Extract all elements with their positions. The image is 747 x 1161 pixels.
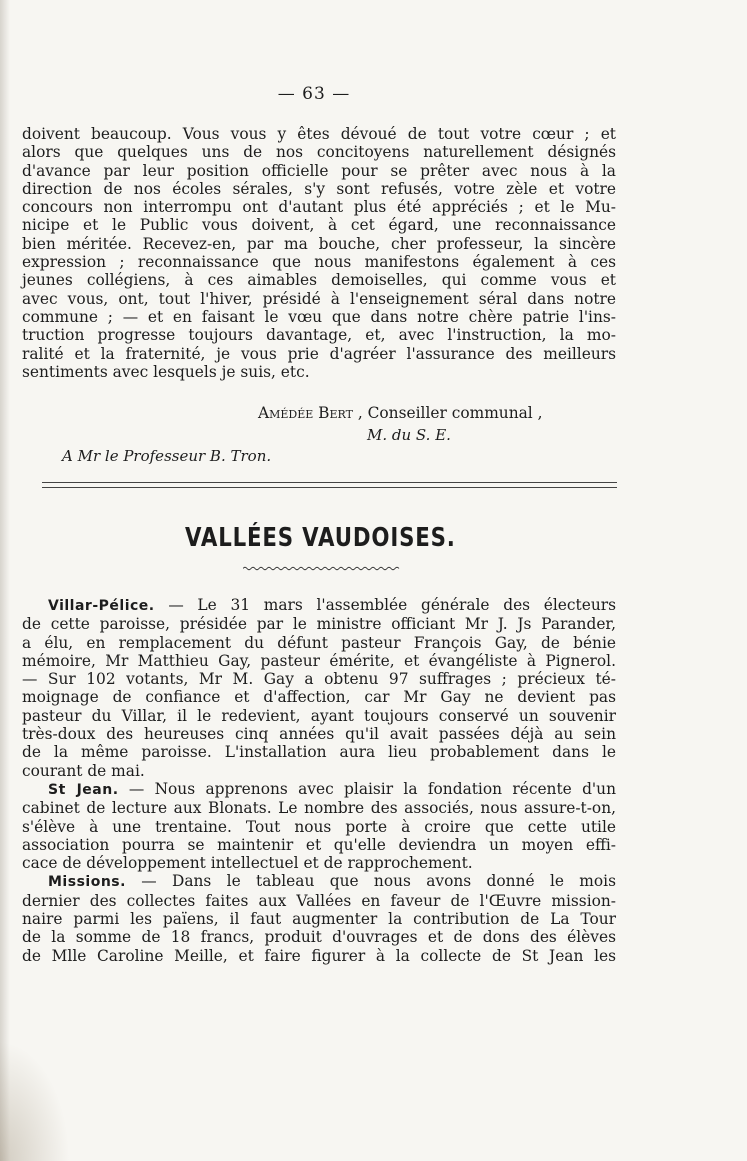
page-edge-shadow [0,0,10,1161]
letter-line: commune ; — et en faisant le vœu que dans notre chère patrie l'ins- [22,307,616,326]
letter-line: direction de nos écoles sérales, s'y sont refusés, votre zèle et votre [22,179,616,198]
news-rubric: Missions. [48,874,126,891]
signature-subtitle: M. du S. E. [367,426,451,444]
letter-line: avec vous, ont, tout l'hiver, présidé à l'enseignement séral dans notre [22,289,616,308]
news-section [22,596,616,965]
signature-line [258,404,543,422]
news-line: très-doux des heureuses cinq années qu'il avait passées déjà au sein [22,725,616,744]
letter-line: expression ; reconnaissance que nous manifestons également à ces [22,253,616,272]
news-line: dernier des collectes faites aux Vallées en faveur de l'Œuvre mission- [22,891,616,910]
news-line: moignage de confiance et d'affection, car Mr Gay ne devient pas [22,688,616,707]
news-line: de la même paroisse. L'installation aura lieu probablement dans le [22,743,616,762]
letter-addressee: A Mr le Professeur B. Tron. [62,447,272,465]
letter-line: nicipe et le Public vous doivent, à cet égard, une reconnaissance [22,216,616,235]
news-line: — Sur 102 votants, Mr M. Gay a obtenu 97 suffrages ; précieux té- [22,670,616,689]
letter-line: d'avance par leur position officielle pour se prêter avec nous à la [22,161,616,180]
signature-name: Amédée Bert [258,404,353,422]
paper-stain [0,1041,70,1161]
letter-body [22,125,616,381]
news-line: cabinet de lecture aux Blonats. Le nombre des associés, nous assure-t-on, [22,799,616,818]
section-divider [42,482,617,488]
news-line: s'élève à une trentaine. Tout nous porte à croire que cette utile [22,817,616,836]
news-line: Villar-Pélice. — Le 31 mars l'assemblée générale des électeurs [48,596,616,614]
news-line: naire parmi les païens, il faut augmenter la contribution de La Tour [22,910,616,929]
letter-line: alors que quelques uns de nos concitoyens naturellement désignés [22,143,616,162]
news-line: courant de mai. [22,761,145,780]
title-ornament [243,566,401,571]
letter-line: truction progresse toujours davantage, et, avec l'instruction, la mo- [22,326,616,345]
news-line: de la somme de 18 francs, produit d'ouvrages et de dons des élèves [22,928,616,947]
news-line: St Jean. — Nous apprenons avec plaisir la fondation récente d'un [48,779,616,798]
letter-line: doivent beaucoup. Vous vous y êtes dévoué de tout votre cœur ; et [22,125,616,143]
news-line: de Mlle Caroline Meille, et faire figurer à la collecte de St Jean les [22,946,616,965]
letter-line: ralité et la fraternité, je vous prie d'agréer l'assurance des meilleurs [22,344,616,363]
letter-line: concours non interrompu ont d'autant plus été appréciés ; et le Mu- [22,198,616,217]
news-rubric: St Jean. [48,781,119,798]
letter-line: jeunes collégiens, à ces aimables demoiselles, qui comme vous et [22,271,616,290]
news-line: cace de développement intellectuel et de rapprochement. [22,854,473,873]
news-line: Missions. — Dans le tableau que nous avons donné le mois [48,872,616,891]
signature-role: , Conseiller communal , [357,404,543,422]
news-line: association pourra se maintenir et qu'elle deviendra un moyen effi- [22,835,616,854]
news-line: mémoire, Mr Matthieu Gay, pasteur émérite, et évangéliste à Pignerol. [22,651,616,670]
news-rubric: Villar-Pélice. [48,598,155,614]
letter-line: sentiments avec lesquels je suis, etc. [22,362,310,381]
news-line: pasteur du Villar, il le redevient, ayant toujours conservé un souvenir [22,706,616,725]
letter-line: bien méritée. Recevez-en, par ma bouche, cher professeur, la sincère [22,234,616,253]
page-number: — 63 — [277,84,351,104]
section-title: VALLÉES VAUDOISES. [184,523,456,553]
news-line: a élu, en remplacement du défunt pasteur François Gay, de bénie [22,633,616,652]
news-line: de cette paroisse, présidée par le ministre officiant Mr J. Js Parander, [22,615,616,634]
